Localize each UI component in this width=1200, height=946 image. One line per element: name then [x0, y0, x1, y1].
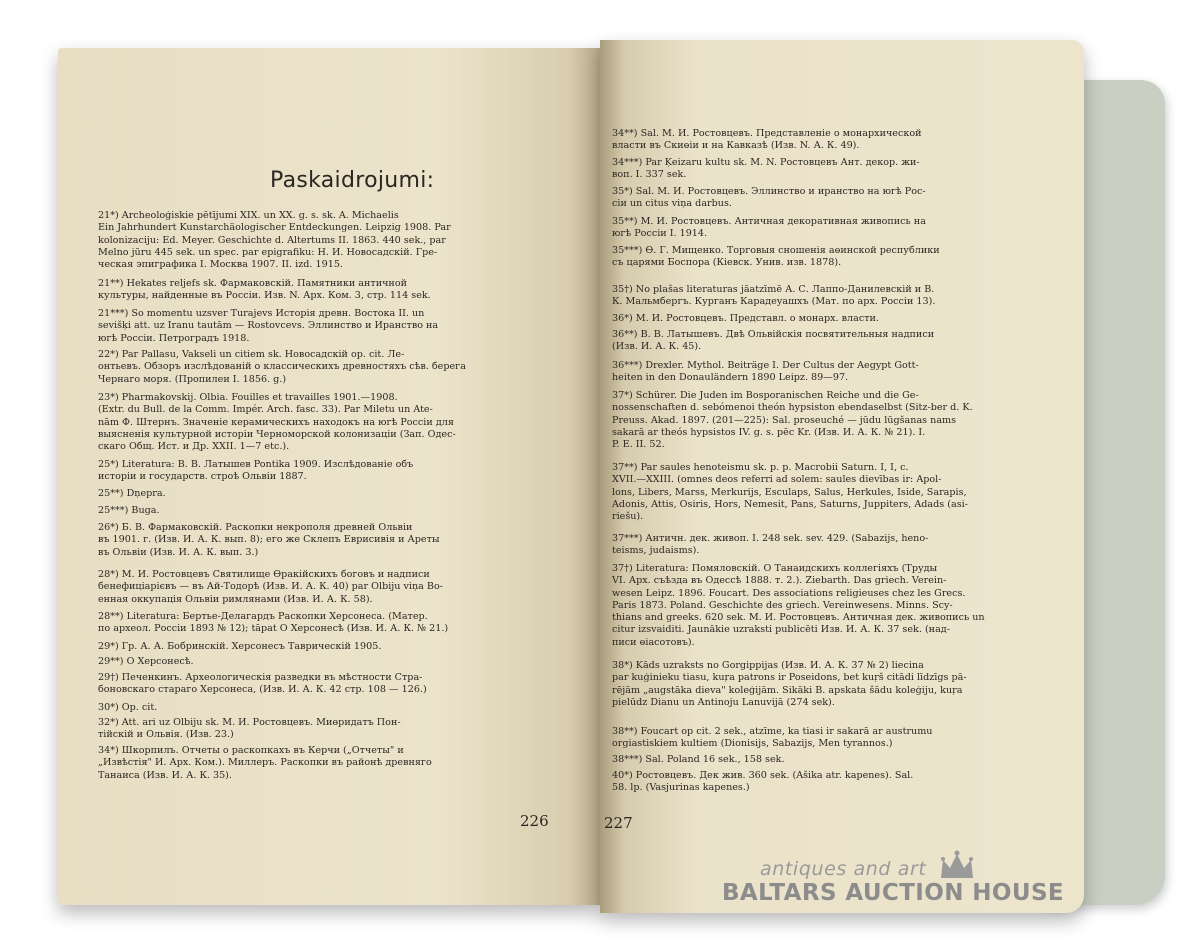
- footnote-line: 26*) Б. В. Фармаковскій. Раскопки некрополя древней Ольвіи: [98, 522, 413, 533]
- footnote: [612, 533, 1070, 558]
- footnote: [612, 390, 1070, 451]
- footnote-line: тійскій и Ольвія. (Изв. 23.): [98, 729, 234, 741]
- footnote-line: ческая эпиграфика I. Москва 1907. II. izd. 1915.: [98, 259, 343, 271]
- footnote-line: скаго Общ. Ист. и Др. XXII. 1—7 etc.).: [98, 441, 290, 453]
- footnote-line: XVII.—XXIII. (omnes deos referri ad solem: saules dievības ir: Apol-: [612, 474, 942, 486]
- footnote-line: sakarā ar theós hypsistos IV. g. s. pēc Kr. (Изв. И. А. К. № 21). I.: [612, 426, 926, 438]
- footnote-line: 30*) Op. cit.: [98, 702, 158, 713]
- footnote-line: kolonizaciju: Ed. Meyer. Geschichte d. Altertums II. 1863. 440 sek., par: [98, 234, 446, 246]
- footnote-line: riešu).: [612, 511, 644, 523]
- footnote: [98, 349, 562, 386]
- footnote: [612, 245, 1070, 270]
- footnote-line: (Extr. du Bull. de la Comm. Impér. Arch. fasc. 33). Par Miletu un Ate-: [98, 404, 433, 416]
- footnote-line: 28*) М. И. Ростовцевъ Святилище Өракійскихъ боговъ и надписи: [98, 569, 430, 580]
- footnote-line: 34**) Sal. М. И. Ростовцевъ. Представленіе о монархической: [612, 128, 922, 139]
- page-heading: Paskaidrojumi:: [270, 168, 435, 193]
- footnote: [612, 360, 1070, 385]
- footnote: [98, 522, 562, 559]
- footnote-line: 58. lp. (Vasjurinas kapenes.): [612, 782, 750, 794]
- footnote-line: 21*) Archeoloģiskie pētījumi XIX. un XX. g. s. sk. A. Michaelis: [98, 210, 399, 221]
- footnote-line: nossenschaften d. sebómenoi theón hypsiston ebendaselbst (Sitz-ber d. K.: [612, 402, 973, 414]
- footnote-line: исторіи и государств. строѣ Ольвіи 1887.: [98, 471, 307, 483]
- footnote-line: бенефиціарієвъ — въ Ай-Тодорѣ (Изв. И. А. К. 40) par Olbiju viņa Bo-: [98, 581, 444, 593]
- page-number-right: 227: [604, 814, 633, 832]
- footnote-line: Танаиса (Изв. И. А. К. 35).: [98, 769, 232, 781]
- footnote-line: 29**) О Херсонесѣ.: [98, 656, 194, 667]
- footnote-line: thians and greeks. 620 sek. М. И. Ростовцевъ. Античная дек. живопись un: [612, 612, 985, 624]
- page-number-left: 226: [520, 812, 549, 830]
- footnote-line: 36*) М. И. Ростовцевъ. Представл. о монарх. власти.: [612, 313, 879, 324]
- footnote-line: nām Ф. Штернъ. Значеніе керамическихъ находокъ на югѣ Россіи для: [98, 416, 454, 428]
- footnote-line: 35***) Ө. Г. Мищенко. Торговыя сношенія аөинской республики: [612, 245, 940, 256]
- footnote: [98, 505, 562, 517]
- footnote: [98, 210, 562, 271]
- footnote: [612, 284, 1070, 309]
- footnote: [612, 462, 1070, 523]
- footnote-line: Adonis, Attis, Osiris, Hors, Nemesit, Pans, Saturns, Juppiters, Adads (asi-: [612, 498, 968, 510]
- footnote: [612, 754, 1070, 766]
- footnote-line: съ царями Боспора (Кіевск. Унив. изв. 1878).: [612, 257, 842, 269]
- footnote: [612, 313, 1070, 325]
- footnote: [98, 278, 562, 303]
- footnote-line: власти въ Скиөіи и на Кавказѣ (Изв. N. А. К. 49).: [612, 140, 860, 152]
- footnote-line: Melno jūru 445 sek. un spec. par epigrafiku: Н. И. Новосадскій. Гре-: [98, 246, 438, 258]
- footnote-line: teisms, judaisms).: [612, 545, 700, 557]
- footnote: [612, 770, 1070, 795]
- footnote: [612, 216, 1070, 241]
- footnote-line: 25*) Literatura: В. В. Латышев Pontika 1909. Изслѣдованіе объ: [98, 459, 414, 470]
- footnote-line: писи өіасотовъ).: [612, 636, 695, 648]
- footnote-line: sevišķi att. uz Iranu tautām — Rostovcevs. Эллинство и Иранство на: [98, 320, 439, 332]
- footnote-line: онтьевъ. Обзоръ изслѣдованій о классическихъ древностяхъ сѣв. берега: [98, 361, 466, 373]
- footnote: [98, 569, 562, 606]
- footnote-line: 36**) В. В. Латышевъ. Двѣ Ольвійскія посвятительныя надписи: [612, 329, 935, 340]
- footnote-line: „Извѣстія" И. Арх. Ком.). Миллеръ. Раскопки въ районѣ древняго: [98, 757, 432, 769]
- footnote-line: 21**) Hekates reljefs sk. Фармаковскій. Памятники античной: [98, 278, 407, 289]
- watermark-brand: BALTARS AUCTION HOUSE: [722, 880, 1065, 906]
- footnote-line: 25**) Dņepra.: [98, 488, 166, 499]
- footnote-line: 29†) Печенкинъ. Археологическія разведки въ мѣстности Стра-: [98, 672, 423, 683]
- footnote-line: 34*) Шкорпилъ. Отчеты о раскопкахъ въ Керчи („Отчеты" и: [98, 745, 404, 756]
- footnote-line: сіи un citus viņa darbus.: [612, 198, 732, 210]
- footnote: [612, 157, 1070, 182]
- footnote-line: 21***) So momentu uzsver Turajevs Исторія древн. Востока II. un: [98, 308, 425, 319]
- footnote-line: югѣ Россіи I. 1914.: [612, 228, 708, 240]
- footnote: [612, 329, 1070, 354]
- footnote-line: lons, Libers, Marss, Merkurijs, Esculaps, Salus, Herkules, Iside, Sarapis,: [612, 486, 967, 498]
- footnote-line: 32*) Att. ari uz Olbiju sk. М. И. Ростовцевъ. Миөридатъ Пон-: [98, 717, 401, 728]
- footnote-line: по археол. Россіи 1893 № 12); tāpat О Херсонесѣ (Изв. И. А. К. № 21.): [98, 623, 449, 635]
- footnote: [98, 641, 562, 653]
- footnote: [98, 488, 562, 500]
- footnote: [98, 717, 562, 742]
- footnote-line: (Изв. И. А. К. 45).: [612, 341, 702, 353]
- footnote-line: 38*) Kāds uzraksts no Gorgippijas (Изв. И. А. К. 37 № 2) liecina: [612, 660, 924, 671]
- footnote: [612, 660, 1070, 709]
- footnote: [98, 656, 562, 668]
- footnote: [612, 726, 1070, 751]
- footnote: [98, 745, 562, 782]
- crown-icon: [937, 848, 977, 884]
- footnote-line: въ Ольвіи (Изв. И. А. К. вып. 3.): [98, 546, 259, 558]
- footnote-line: 38***) Sal. Poland 16 sek., 158 sek.: [612, 754, 785, 765]
- footnote: [612, 186, 1070, 211]
- footnote-line: Ein Jahrhundert Kunstarchäologischer Entdeckungen. Leipzig 1908. Par: [98, 222, 451, 234]
- footnote-line: вoп. I. 337 sek.: [612, 169, 687, 181]
- footnote: [98, 308, 562, 345]
- footnote-line: citur izsvaiditi. Jaunākie uzraksti publicēti Изв. И. А. К. 37 sek. (над-: [612, 624, 950, 636]
- footnote-line: въ 1901. г. (Изв. И. А. К. вып. 8); его же Склепъ Еврисивія и Ареты: [98, 534, 440, 546]
- footnote-line: югѣ Россіи. Петроградъ 1918.: [98, 332, 250, 344]
- footnote-line: 37***) Античн. дек. живоп. I. 248 sek. sev. 429. (Sabazijs, heno-: [612, 533, 929, 544]
- footnote-line: 35*) Sal. М. И. Ростовцевъ. Эллинство и иранство на югѣ Рос-: [612, 186, 926, 197]
- footnote-line: 38**) Foucart op cit. 2 sek., atzīme, ka tiasi ir sakarā ar austrumu: [612, 726, 933, 737]
- footnote-line: 22*) Par Pallasu, Vakseli un citiem sk. Новосадскій op. cit. Ле-: [98, 349, 405, 360]
- footnote-line: 25***) Buga.: [98, 505, 160, 516]
- footnote-line: боновскаго стараго Херсонеса, (Изв. И. А. К. 42 стр. 108 — 126.): [98, 684, 427, 696]
- footnote-line: 34***) Par Ķeizaru kultu sk. M. N. Ростовцевъ Ант. декор. жи-: [612, 157, 920, 168]
- footnote-line: VI. Арх. съѣзда въ Одессѣ 1888. т. 2.). Ziebarth. Das griech. Verein-: [612, 575, 947, 587]
- footnote-line: 36***) Drexler. Mythol. Beiträge I. Der Cultus der Aegypt Gott-: [612, 360, 919, 371]
- footnote: [98, 392, 562, 453]
- footnote-line: pielūdz Dianu un Antinoju Lanuvijā (274 sek).: [612, 696, 835, 708]
- footnote-line: 40*) Ростовцевъ. Дек жив. 360 sek. (Ašika atr. kapenes). Sal.: [612, 770, 914, 781]
- footnote: [98, 672, 562, 697]
- footnote-line: P. E. II. 52.: [612, 439, 665, 451]
- watermark-tagline: antiques and art: [760, 858, 927, 880]
- footnote-line: 28**) Literatura: Бертье-Делагардъ Раскопки Херсонеса. (Матер.: [98, 611, 428, 622]
- footnote: [612, 128, 1070, 153]
- footnote: [98, 611, 562, 636]
- footnote-line: 35**) М. И. Ростовцевъ. Античная декоративная живопись на: [612, 216, 926, 227]
- footnote: [98, 459, 562, 484]
- footnote-line: heiten in den Donauländern 1890 Leipz. 89—97.: [612, 372, 849, 384]
- footnote-line: культуры, найденные въ Россіи. Изв. N. Арх. Ком. 3, стр. 114 sek.: [98, 290, 431, 302]
- footnote-line: wesen Leipz. 1896. Foucart. Des associations religieuses chez les Grecs.: [612, 587, 966, 599]
- footnote-line: par kuģinieku tiasu, kuŗa patrons ir Poseidons, bet kuŗš citādi līdzīgs pā-: [612, 672, 967, 684]
- footnote-line: Paris 1873. Poland. Geschichte des griech. Vereinwesens. Minns. Scy-: [612, 599, 953, 611]
- footnote-line: 37*) Schürer. Die Juden im Bosporanischen Reiche und die Ge-: [612, 390, 919, 401]
- footnote: [98, 702, 562, 714]
- footnote-line: К. Мальмбергъ. Курганъ Карадеуашхъ (Мат. по арх. Россіи 13).: [612, 296, 936, 308]
- footnote-line: rējām „augstāka dieva" koleģijām. Sikāki B. apskata šādu koleģiju, kuŗa: [612, 684, 963, 696]
- footnote-line: 37†) Literatura: Помяловскій. О Танаидскихъ коллегіяхъ (Труды: [612, 563, 938, 574]
- footnote-line: orgiastiskiem kultiem (Dionisijs, Sabazijs, Men tyrannos.): [612, 738, 893, 750]
- footnote-line: 29*) Гр. А. А. Бобринскій. Херсонесъ Таврическій 1905.: [98, 641, 382, 652]
- footnote-line: Preuss. Akad. 1897. (201—225): Sal. proseuché — jūdu lūgšanas nams: [612, 414, 957, 426]
- footnote: [612, 563, 1070, 649]
- footnote-line: 35†) No plašas literaturas jāatzīmē А. С. Лаппо-Данилевскій и В.: [612, 284, 935, 295]
- footnote-line: выясненія культурной исторіи Черноморской колонизаціи (Зап. Одес-: [98, 428, 456, 440]
- footnote-line: Чернаго моря. (Пропилеи I. 1856. g.): [98, 373, 287, 385]
- footnote-line: 37**) Par saules henoteismu sk. p. p. Macrobii Saturn. I, I, c.: [612, 462, 909, 473]
- footnote-line: енная оккупація Ольвіи римлянами (Изв. И. А. К. 58).: [98, 593, 373, 605]
- footnote-line: 23*) Pharmakovskij. Olbia. Fouilles et travailles 1901.—1908.: [98, 392, 398, 403]
